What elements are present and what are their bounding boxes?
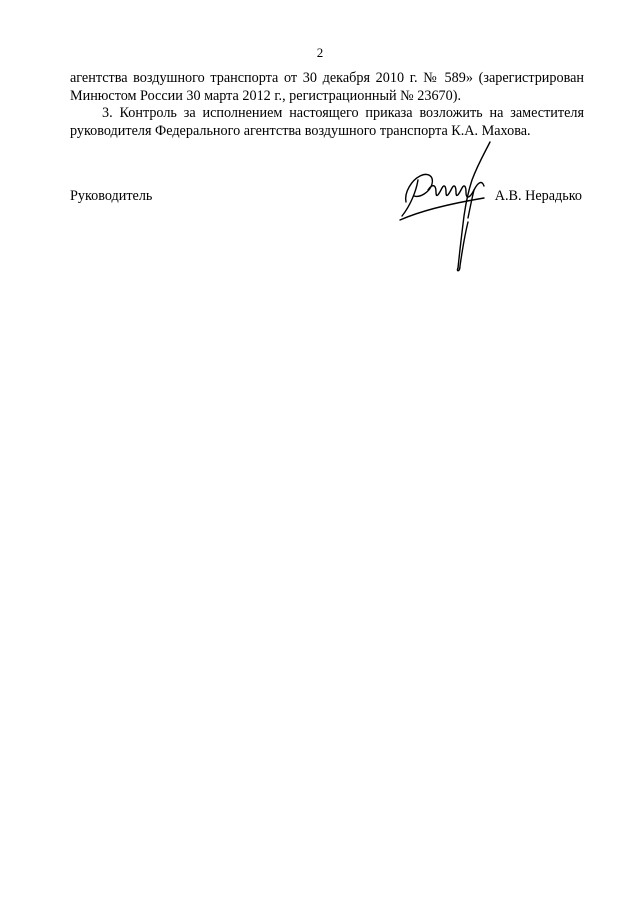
signatory-name: А.В. Нерадько (494, 188, 582, 204)
paragraph-control-clause: 3. Контроль за исполнением настоящего приказа возложить на заместителя руководителя Федерального агентства воздушного транспорта К.А. Махова. (70, 105, 584, 139)
handwritten-signature (398, 140, 508, 275)
page-number: 2 (316, 45, 324, 60)
signatory-title: Руководитель (70, 188, 153, 204)
paragraph-continuation: агентства воздушного транспорта от 30 декабря 2010 г. № 589» (зарегистрирован Минюстом России 30 марта 2012 г., регистрационный № 23670). (70, 70, 584, 104)
document-body (70, 70, 584, 140)
